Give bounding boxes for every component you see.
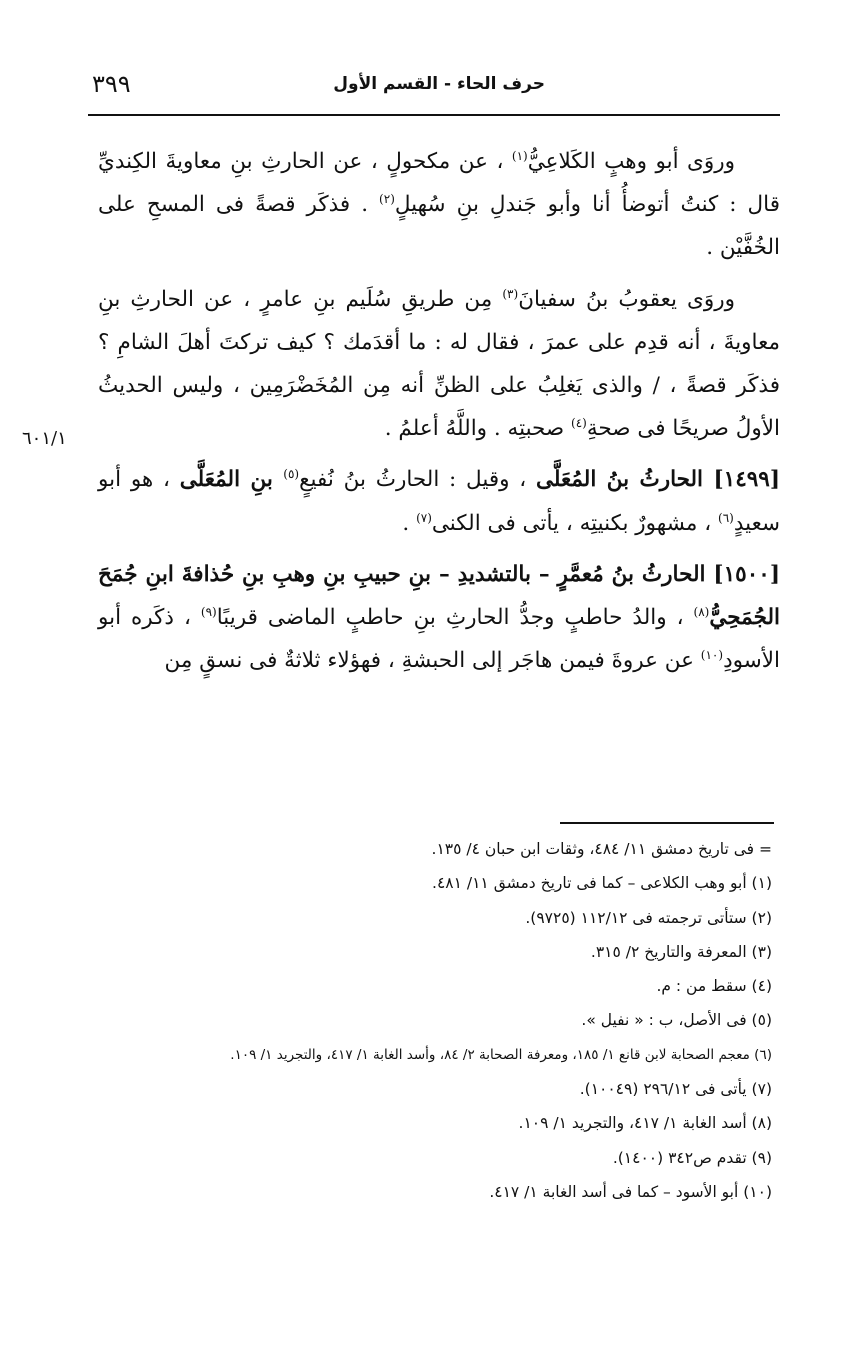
entry-number: [١٤٩٩] bbox=[713, 467, 781, 493]
text-run: ، ذكَره أبو الأسودِ bbox=[98, 605, 780, 674]
entry-name: الحارثُ بنُ مُعمَّرٍ – بالتشديدِ – بنِ حبيبِ بنِ وهبِ بنِ حُذافةَ ابنِ جُمَحَ الجُمَحِيُّ bbox=[98, 561, 780, 631]
paragraph-abu-wahb bbox=[98, 140, 780, 270]
footnotes bbox=[60, 832, 772, 1209]
footnote-ref: (٧) bbox=[416, 510, 432, 525]
header-rule bbox=[88, 114, 780, 116]
footnote-1: (١) أبو وهب الكلاعى – كما فى تاريخ دمشق ١١/ ٤٨١. bbox=[432, 874, 772, 893]
text-run: ، هو أبو سعيدٍ bbox=[98, 467, 780, 536]
footnote-6: (٦) معجم الصحابة لابن قانع ١/ ١٨٥، ومعرفة الصحابة ٢/ ٨٤، وأسد الغابة ١/ ٤١٧، والتجريد ١/ ١٠٩. bbox=[230, 1046, 772, 1063]
text-run: وروَى يعقوبُ بنُ سفيانَ bbox=[518, 286, 735, 312]
footnote-ref: (١) bbox=[511, 149, 528, 163]
footnote-continuation: = فى تاريخ دمشق ١١/ ٤٨٤، وثقات ابن حبان ٤/ ١٣٥. bbox=[431, 840, 772, 858]
footnote-9: (٩) تقدم ص٣٤٢ (١٤٠٠). bbox=[612, 1148, 772, 1167]
footnote-ref: (١٠) bbox=[700, 648, 724, 663]
entry-number: [١٥٠٠] bbox=[713, 561, 780, 587]
text-run: ، مشهورٌ بكنيتِه ، يأتى فى الكنى bbox=[431, 510, 718, 536]
running-title: حرف الحاء - القسم الأول bbox=[333, 74, 545, 94]
page-number: ٣٩٩ bbox=[92, 70, 131, 98]
footnote-ref: (٦) bbox=[718, 510, 734, 525]
footnote-4: (٤) سقط من : م. bbox=[656, 977, 772, 996]
text-run: عن عروةَ فيمن هاجَر إلى الحبشةِ ، فهؤلاء ثلاثةٌ فى نسقٍ مِن bbox=[164, 648, 701, 674]
text-run: وروَى أبو وهبٍ الكَلاعِيُّ bbox=[527, 149, 735, 174]
entry-1500 bbox=[98, 553, 780, 683]
text-run: ، وقيل : الحارثُ بنُ نُفيعٍ bbox=[299, 467, 536, 493]
entry-name: الحارثُ بنُ المُعَلَّى bbox=[535, 467, 714, 493]
text-run: . فذكَر قصةً فى المسحِ على الخُفَّيْن . bbox=[98, 192, 780, 261]
text-run: مِن طريقِ سُلَيم بنِ عامرٍ ، عن الحارثِ بنِ معاويةَ ، أنه قدِم على عمرَ ، فقال له : ما أقدَمك ؟ كيف تركتَ أهلَ الشامِ ؟ فذكَر قصةً ، / والذى يَغلِبُ على الظنِّ أنه مِن المُخَضْرَمِين ، وليس الحديثُ الأولُ صريحًا فى صحةِ bbox=[98, 286, 781, 442]
footnote-3: (٣) المعرفة والتاريخ ٢/ ٣١٥. bbox=[590, 942, 772, 961]
text-run: . bbox=[402, 510, 417, 536]
text-run: ، عن مكحولٍ ، عن الحارثِ بنِ معاويةَ الكِنديِّ قال : كنتُ أتوضأُ أنا وأبو جَندلِ بنِ سُهيلٍ bbox=[98, 149, 780, 218]
margin-reference: ٦٠١/١ bbox=[22, 428, 67, 449]
text-run: ، والدُ حاطبٍ وجدُّ الحارثِ بنِ حاطبٍ الماضى قريبًا bbox=[216, 605, 694, 631]
footnote-7: (٧) يأتى فى ٢٩٦/١٢ (١٠٠٤٩). bbox=[579, 1080, 772, 1099]
main-text bbox=[98, 140, 780, 690]
footnote-ref: (٨) bbox=[693, 605, 710, 620]
paragraph-yaqub bbox=[98, 278, 780, 451]
footnote-ref: (٥) bbox=[283, 467, 300, 482]
footnote-rule bbox=[560, 822, 774, 824]
text-run: صحبتِه . واللَّهُ أعلمُ . bbox=[384, 416, 572, 442]
footnote-ref: (٢) bbox=[379, 192, 395, 207]
entry-name: بنِ المُعَلَّى bbox=[179, 467, 284, 493]
footnote-8: (٨) أسد الغابة ١/ ٤١٧، والتجريد ١/ ١٠٩. bbox=[518, 1114, 772, 1133]
footnote-ref: (٣) bbox=[502, 286, 519, 301]
page-header bbox=[88, 62, 780, 122]
footnote-ref: (٤) bbox=[571, 416, 587, 431]
footnote-5: (٥) فى الأصل، ب : « نفيل ». bbox=[581, 1011, 772, 1030]
entry-1499 bbox=[98, 458, 780, 544]
footnote-10: (١٠) أبو الأسود – كما فى أسد الغابة ١/ ٤١٧. bbox=[489, 1182, 772, 1201]
footnote-ref: (٩) bbox=[200, 605, 217, 620]
footnote-2: (٢) ستأتى ترجمته فى ١١٢/١٢ (٩٧٢٥). bbox=[525, 908, 772, 927]
